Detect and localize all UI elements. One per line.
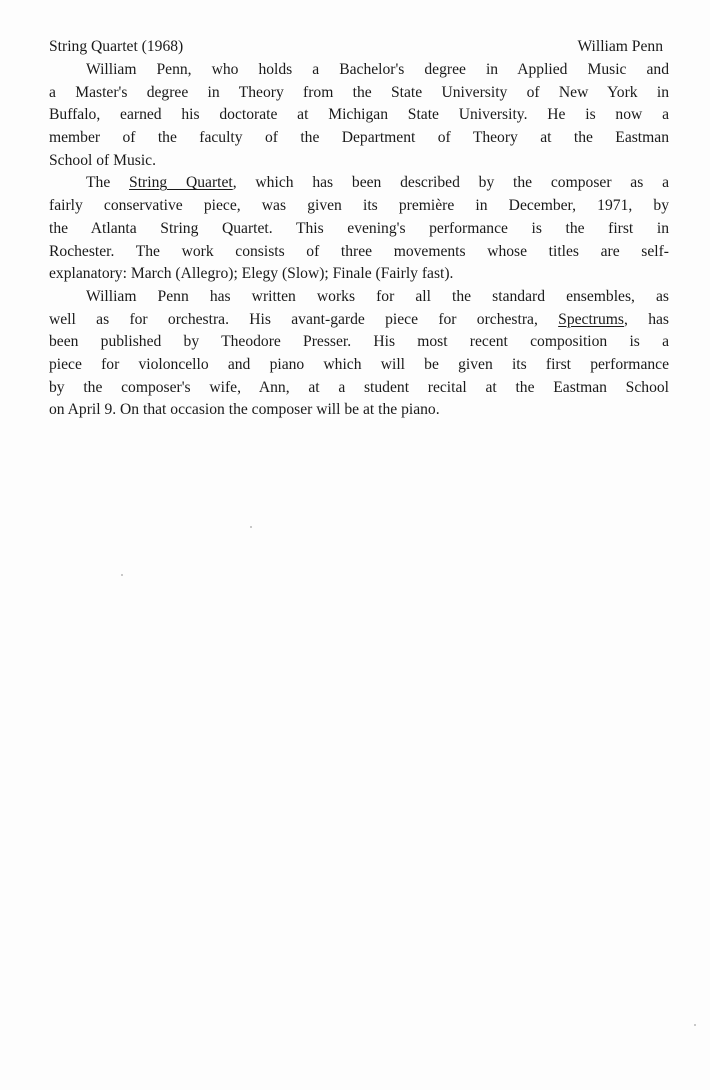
program-note [49,59,669,422]
text-line: member of the faculty of the Department of Theory at the Eastman [49,129,669,147]
text-line: piece for violoncello and piano which will be given its first performance [49,355,669,373]
composer-name: William Penn [577,38,663,55]
underlined-work-title: String Quartet [129,174,233,192]
text-line: William Penn has written works for all the standard ensembles, as [86,287,669,305]
paragraph-string-quartet [49,172,669,285]
text-line: Buffalo, earned his doctorate at Michigan State University. He is now a [49,106,669,124]
scan-speck [694,1024,696,1026]
text-line: the Atlanta String Quartet. This evening's performance is the first in [49,219,669,237]
text-line: been published by Theodore Presser. His most recent composition is a [49,333,669,351]
text-line: William Penn, who holds a Bachelor's degree in Applied Music and [86,61,669,78]
underlined-work-title: Spectrums [558,310,624,328]
piece-title: String Quartet (1968) [49,38,184,55]
scan-speck [250,526,252,528]
text-line: The String Quartet, which has been described by the composer as a [86,174,670,192]
text-line: a Master's degree in Theory from the State University of New York in [49,83,669,101]
text-line: on April 9. On that occasion the composer will be at the piano. [49,401,440,419]
paragraph-other-works [49,286,669,422]
paragraph-biography [49,59,669,172]
text-line: well as for orchestra. His avant-garde piece for orchestra, Spectrums, has [49,310,669,328]
scan-speck [121,574,123,576]
text-line: explanatory: March (Allegro); Elegy (Slow); Finale (Fairly fast). [49,265,454,283]
page-header [49,36,663,59]
text-line: by the composer's wife, Ann, at a student recital at the Eastman School [49,378,669,396]
text-line: Rochester. The work consists of three movements whose titles are self- [49,242,669,260]
text-line: School of Music. [49,151,156,169]
text-line: fairly conservative piece, was given its première in December, 1971, by [49,197,669,215]
